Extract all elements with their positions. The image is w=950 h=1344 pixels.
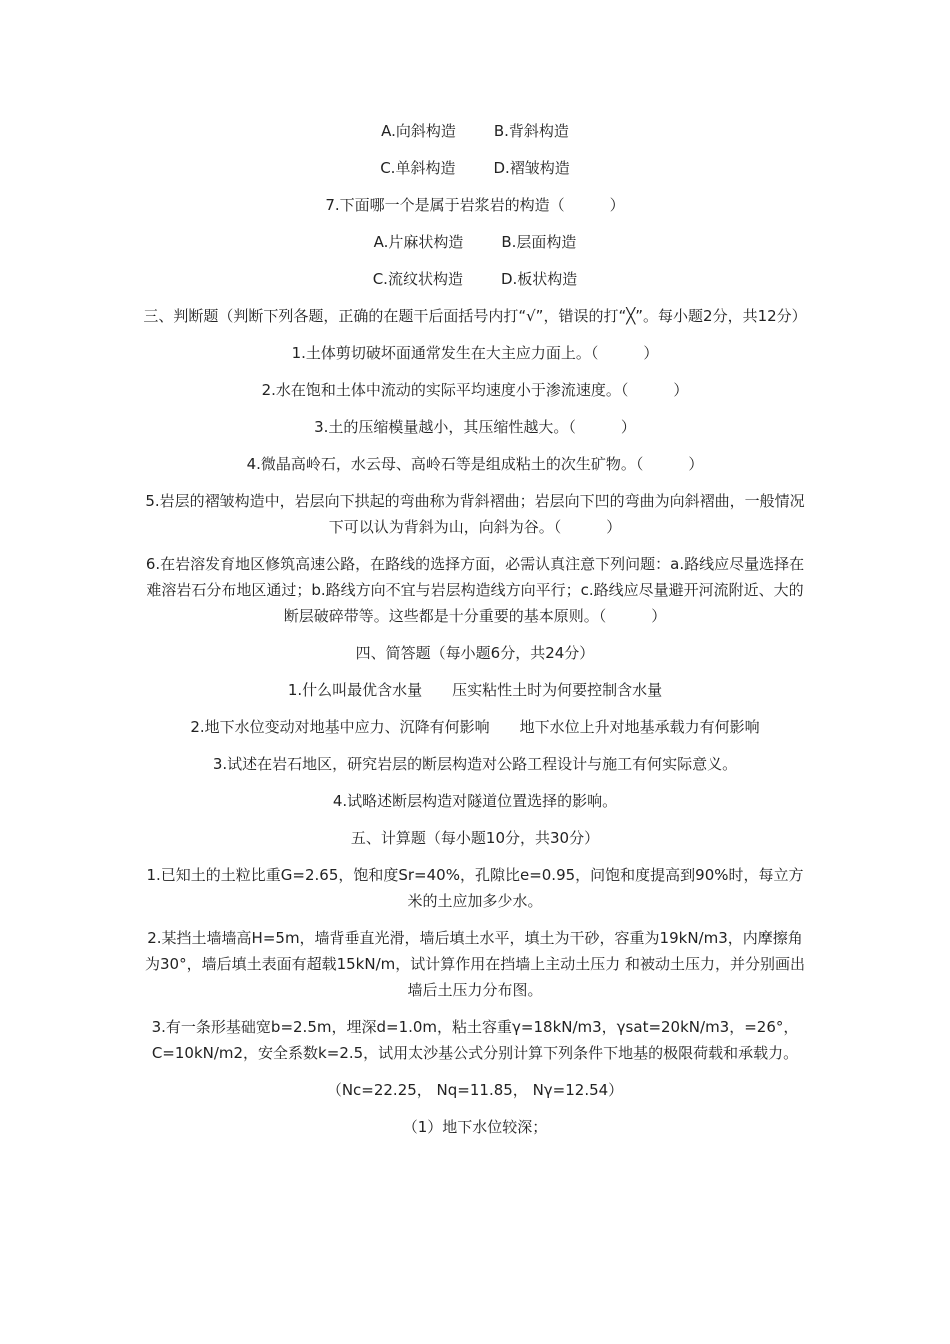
s4-item-2: 2.地下水位变动对地基中应力、沉降有何影响 地下水位上升对地基承载力有何影响 — [190, 718, 760, 736]
q7-option-c: C.流纹状构造 — [372, 270, 463, 288]
section-5-title: 五、计算题（每小题10分，共30分） — [350, 829, 600, 847]
section-3-title: 三、判断题（判断下列各题，正确的在题干后面括号内打“√”，错误的打“╳”。每小题2分，共12分） — [143, 307, 807, 325]
s5-item-1: 1.已知土的土粒比重G=2.65，饱和度Sr=40%，孔隙比e=0.95，问饱和度提高到90%时，每立方米的土应加多少水。 — [146, 866, 804, 910]
q6-option-b: B.背斜构造 — [493, 122, 569, 140]
s3-item-3: 3.土的压缩模量越小，其压缩性越大。（ ） — [314, 418, 636, 436]
s4-item-1: 1.什么叫最优含水量 压实粘性土时为何要控制含水量 — [287, 681, 663, 699]
document-page — [140, 118, 810, 1140]
q6-options-row-1 — [140, 118, 810, 144]
q6-options-row-2 — [140, 155, 810, 181]
q7-stem: 7.下面哪一个是属于岩浆岩的构造（ ） — [325, 196, 625, 214]
q7-options-row-1 — [140, 229, 810, 255]
q6-option-a: A.向斜构造 — [381, 122, 456, 140]
s3-item-4: 4.微晶高岭石，水云母、高岭石等是组成粘土的次生矿物。（ ） — [246, 455, 704, 473]
s5-item-2: 2.某挡土墙墙高H=5m，墙背垂直光滑，墙后填土水平，填土为干砂，容重为19kN/m3，内摩擦角为30°，墙后填土表面有超载15kN/m，试计算作用在挡墙上主动土压力 和被动土压力，并分别画出墙后土压力分布图。 — [144, 929, 806, 999]
s5-case-1: （1）地下水位较深； — [402, 1118, 548, 1136]
s4-item-4: 4.试略述断层构造对隧道位置选择的影响。 — [332, 792, 618, 810]
s5-coefficients: （Nc=22.25， Nq=11.85， Nγ=12.54） — [326, 1081, 624, 1099]
q7-options-row-2 — [140, 266, 810, 292]
q7-option-d: D.板状构造 — [500, 270, 578, 288]
s3-item-2: 2.水在饱和土体中流动的实际平均速度小于渗流速度。（ ） — [261, 381, 689, 399]
s3-item-6: 6.在岩溶发育地区修筑高速公路，在路线的选择方面，必需认真注意下列问题：a.路线应尽量选择在难溶岩石分布地区通过；b.路线方向不宜与岩层构造线方向平行；c.路线应尽量避开河流附近、大的断层破碎带等。这些都是十分重要的基本原则。（ ） — [145, 555, 805, 625]
q6-option-c: C.单斜构造 — [380, 159, 456, 177]
s3-item-1: 1.土体剪切破坏面通常发生在大主应力面上。（ ） — [291, 344, 659, 362]
q6-option-d: D.褶皱构造 — [493, 159, 570, 177]
s3-item-5: 5.岩层的褶皱构造中，岩层向下拱起的弯曲称为背斜褶曲；岩层向下凹的弯曲为向斜褶曲，一般情况下可以认为背斜为山，向斜为谷。（ ） — [145, 492, 805, 536]
q7-option-a: A.片麻状构造 — [373, 233, 464, 251]
section-4-title: 四、简答题（每小题6分，共24分） — [355, 644, 595, 662]
q7-option-b: B.层面构造 — [501, 233, 577, 251]
s4-item-3: 3.试述在岩石地区，研究岩层的断层构造对公路工程设计与施工有何实际意义。 — [212, 755, 738, 773]
s5-item-3: 3.有一条形基础宽b=2.5m，埋深d=1.0m，粘土容重γ=18kN/m3，γsat=20kN/m3，=26°，C=10kN/m2，安全系数k=2.5，试用太沙基公式分别计算下列条件下地基的极限荷载和承载力。 — [151, 1018, 799, 1062]
